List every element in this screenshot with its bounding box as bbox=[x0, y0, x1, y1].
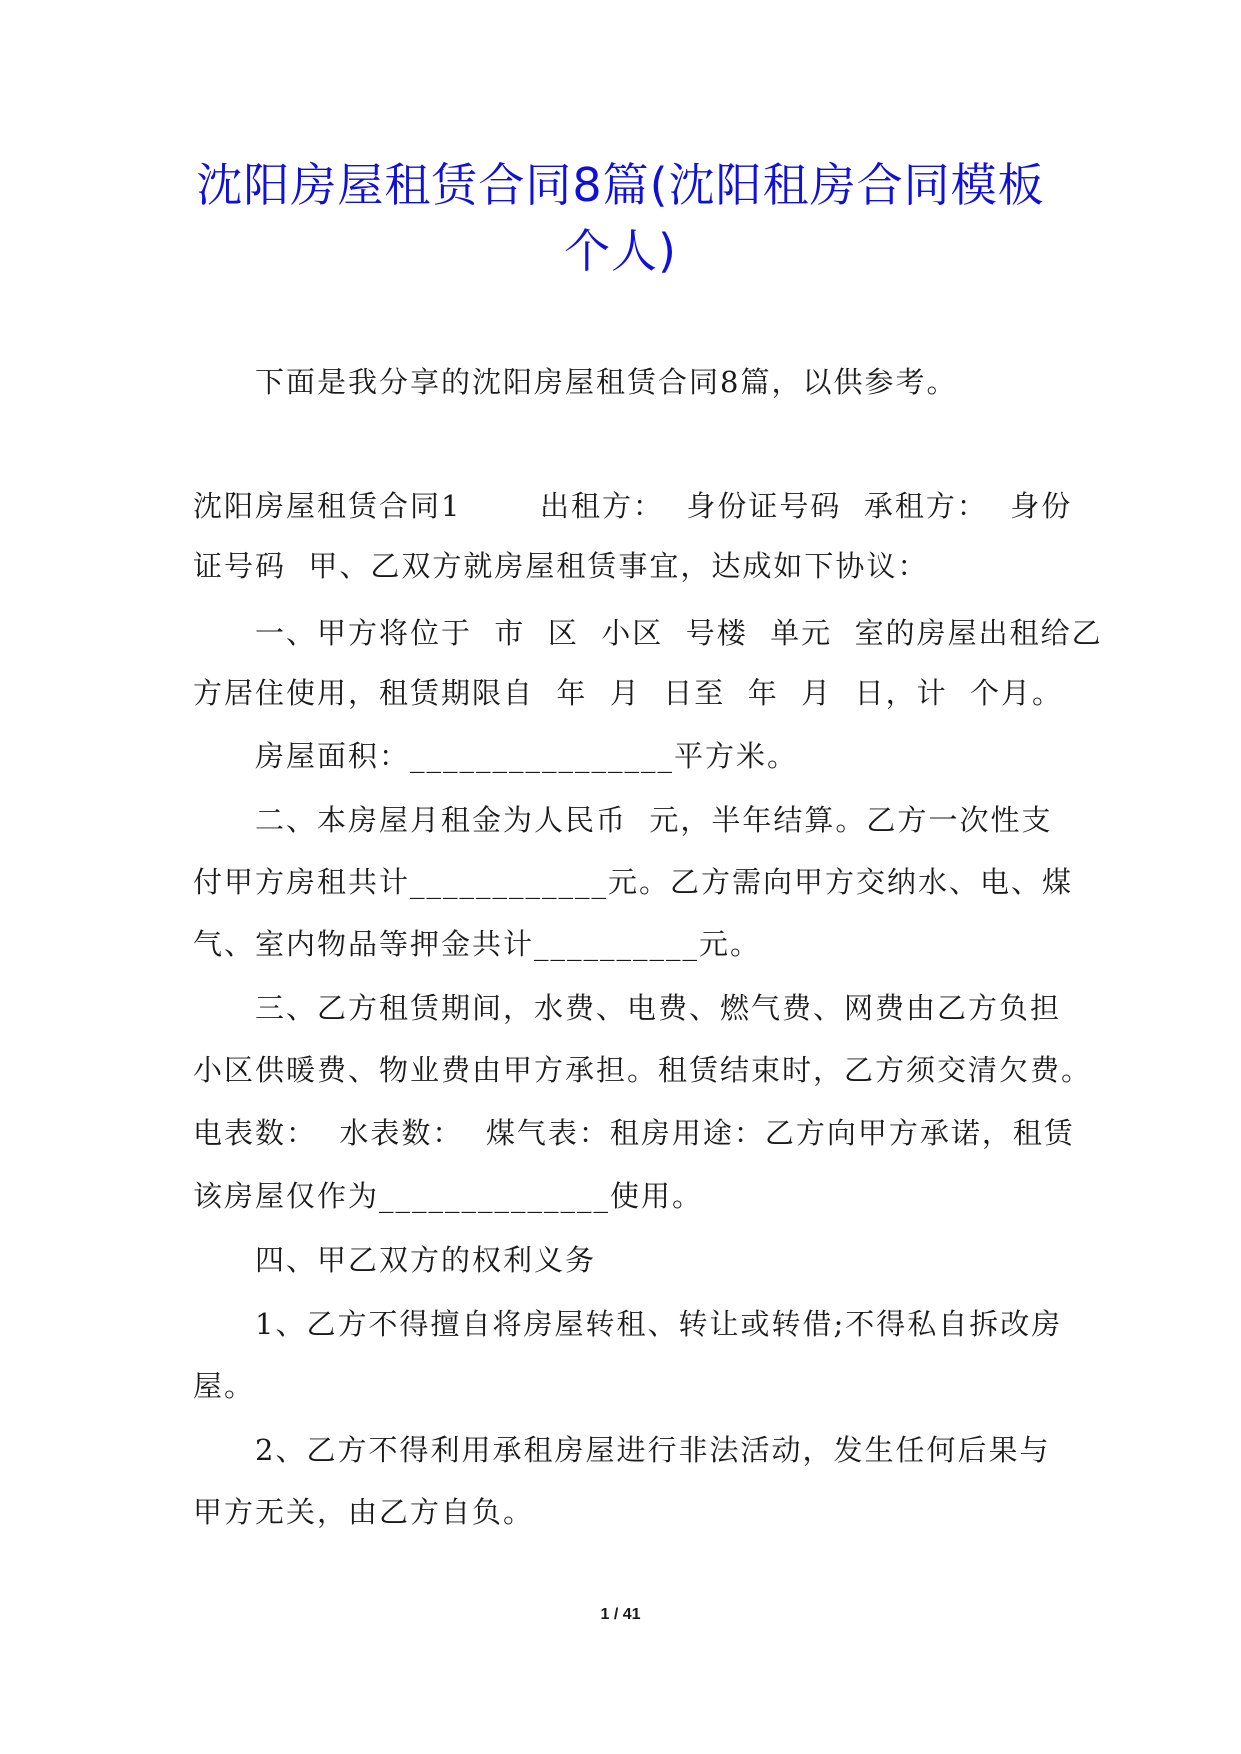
body-line: 付甲方房租共计____________元。乙方需向甲方交纳水、电、煤 bbox=[193, 865, 1074, 899]
body-line: 甲方无关，由乙方自负。 bbox=[193, 1495, 535, 1529]
body-line: 证号码 甲、乙双方就房屋租赁事宜，达成如下协议： bbox=[193, 549, 929, 583]
body-line: 2、乙方不得利用承租房屋进行非法活动，发生任何后果与 bbox=[255, 1433, 1051, 1467]
title-line-2: 个人) bbox=[564, 224, 677, 278]
body-line: 该房屋仅作为______________使用。 bbox=[193, 1179, 704, 1213]
body-line: 房屋面积：________________平方米。 bbox=[255, 739, 799, 773]
section-heading: 四、甲乙双方的权利义务 bbox=[255, 1243, 597, 1277]
title-line-1: 沈阳房屋租赁合同8篇(沈阳租房合同模板 bbox=[196, 158, 1045, 212]
body-line: 三、乙方租赁期间，水费、电费、燃气费、网费由乙方负担 bbox=[255, 991, 1062, 1025]
body-line: 方居住使用，租赁期限自 年 月 日至 年 月 日，计 个月。 bbox=[193, 676, 1064, 710]
body-line: 二、本房屋月租金为人民币 元，半年结算。乙方一次性支 bbox=[255, 803, 1053, 837]
body-line: 屋。 bbox=[193, 1369, 256, 1403]
page-number: 1 / 41 bbox=[600, 1606, 641, 1623]
body-line: 一、甲方将位于 市 区 小区 号楼 单元 室的房屋出租给乙 bbox=[255, 616, 1103, 650]
body-line: 小区供暖费、物业费由甲方承担。租赁结束时，乙方须交清欠费。 bbox=[193, 1053, 1093, 1087]
intro-paragraph: 下面是我分享的沈阳房屋租赁合同8篇，以供参考。 bbox=[255, 365, 958, 399]
body-line: 气、室内物品等押金共计__________元。 bbox=[193, 927, 762, 961]
body-line: 1、乙方不得擅自将房屋转租、转让或转借;不得私自拆改房 bbox=[255, 1307, 1063, 1341]
document-title bbox=[120, 152, 1121, 284]
body-line: 沈阳房屋租赁合同1 出租方： 身份证号码 承租方： 身份 bbox=[193, 489, 1073, 523]
body-line: 电表数： 水表数： 煤气表：租房用途：乙方向甲方承诺，租赁 bbox=[193, 1116, 1075, 1150]
